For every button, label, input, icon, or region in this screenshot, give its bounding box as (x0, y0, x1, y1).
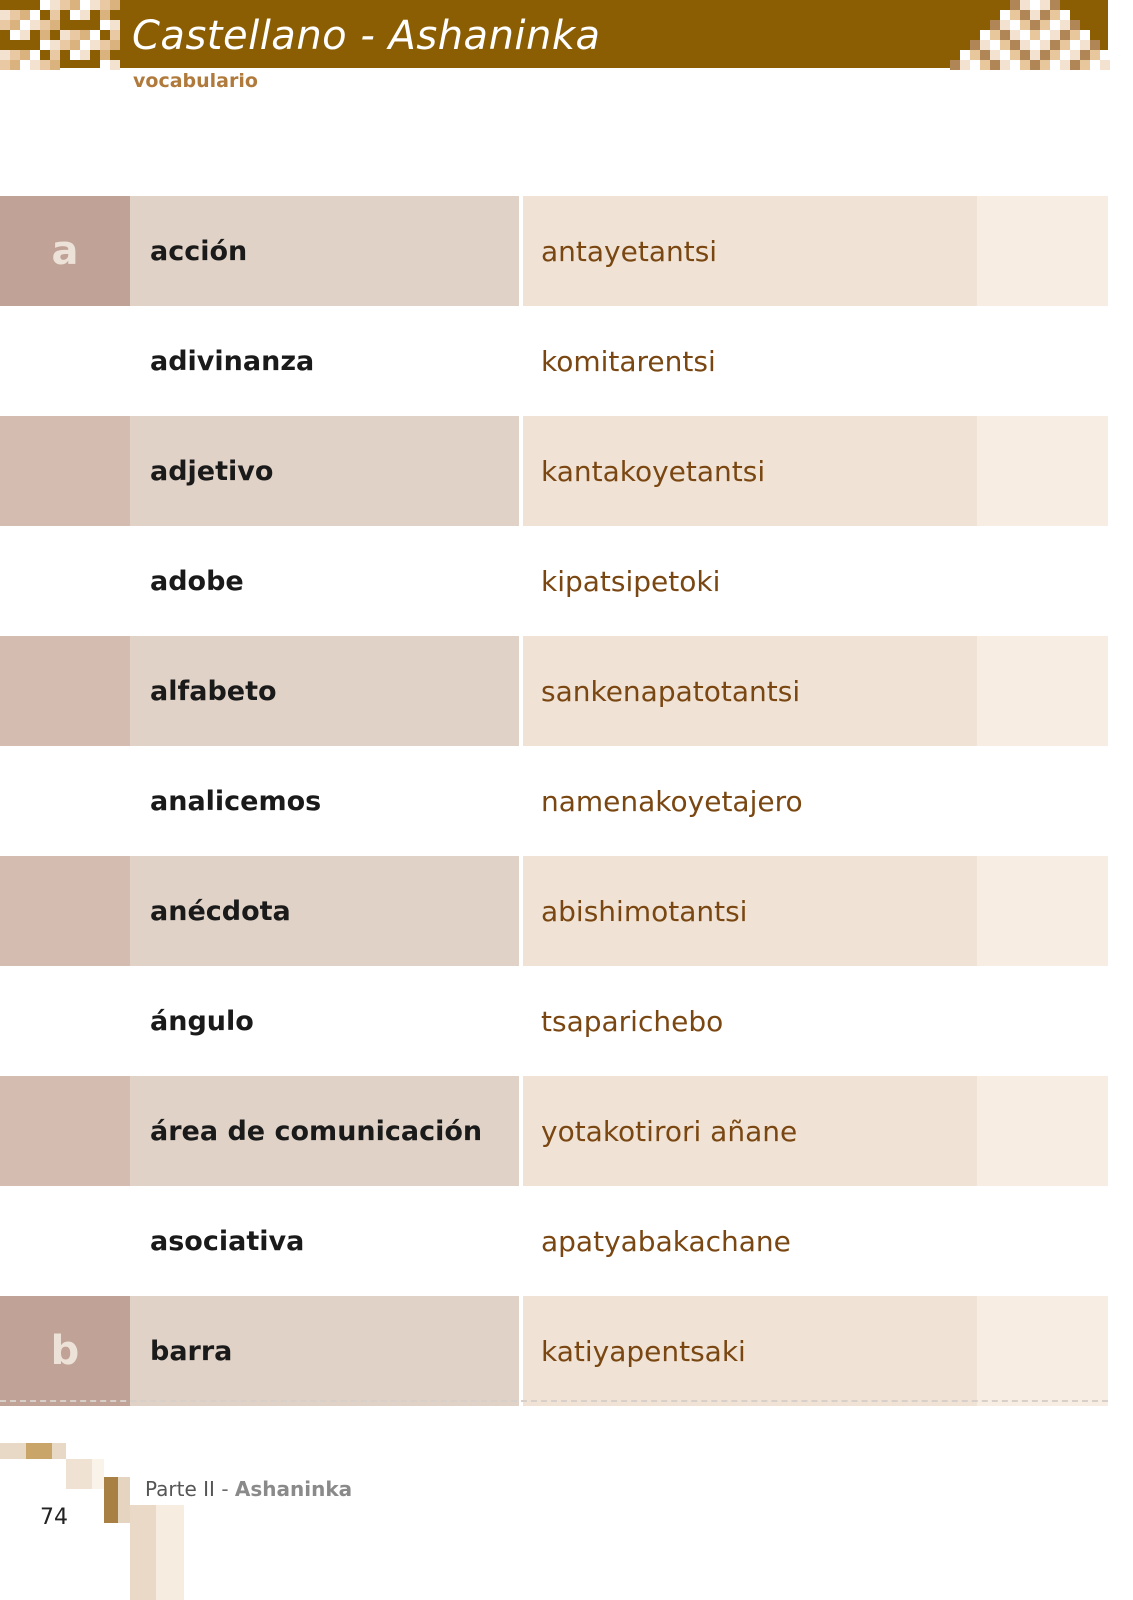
pattern-pixel (40, 0, 50, 10)
pattern-pixel (110, 20, 120, 30)
page-title: Castellano - Ashaninka (132, 13, 601, 59)
footer-block (0, 1443, 26, 1459)
pattern-pixel (1100, 60, 1110, 70)
pattern-pixel (30, 60, 40, 70)
table-row (0, 1296, 1108, 1406)
pattern-pixel (1000, 30, 1010, 40)
footer-language: Ashaninka (234, 1477, 353, 1501)
pattern-pixel (1010, 40, 1020, 50)
pattern-pixel (1060, 20, 1070, 30)
pattern-pixel (60, 30, 70, 40)
spanish-term: adobe (150, 565, 244, 597)
pattern-pixel (990, 20, 1000, 30)
index-letter (0, 746, 130, 856)
footer-part-label (145, 1477, 352, 1501)
pattern-pixel (100, 50, 110, 60)
pattern-pixel (1000, 50, 1010, 60)
row-end-cell (977, 856, 1108, 966)
pattern-pixel (1040, 60, 1050, 70)
ashaninka-term: tsaparichebo (541, 1004, 724, 1038)
pattern-pixel (1060, 50, 1070, 60)
pattern-pixel (50, 50, 60, 60)
spanish-term: área de comunicación (130, 1076, 519, 1186)
pattern-pixel (50, 10, 60, 20)
pattern-pixel (80, 0, 90, 10)
pattern-pixel (1050, 20, 1060, 30)
spanish-term: alfabeto (130, 636, 519, 746)
footer-block (66, 1459, 92, 1489)
pattern-pixel (1020, 40, 1030, 50)
pattern-pixel (1090, 40, 1100, 50)
pattern-pixel (40, 30, 50, 40)
footer-block (26, 1443, 52, 1459)
vocabulary-table (0, 196, 1108, 1406)
pattern-pixel (70, 50, 80, 60)
pattern-pixel (1000, 10, 1010, 20)
pattern-pixel (20, 30, 30, 40)
footer-block (118, 1477, 130, 1523)
pattern-pixel (30, 10, 40, 20)
pattern-pixel (10, 50, 20, 60)
pattern-pixel (970, 40, 980, 50)
footer-part: Parte II (145, 1477, 215, 1501)
pattern-pixel (10, 60, 20, 70)
pattern-pixel (980, 40, 990, 50)
pattern-pixel (1030, 60, 1040, 70)
pattern-pixel (1060, 10, 1070, 20)
ashaninka-term: namenakoyetajero (541, 784, 803, 818)
woven-pattern-left (0, 0, 120, 68)
pattern-pixel (990, 30, 1000, 40)
pattern-pixel (1030, 30, 1040, 40)
spanish-term: anécdota (130, 856, 519, 966)
pattern-pixel (90, 30, 100, 40)
page-number: 74 (40, 1505, 68, 1530)
pattern-pixel (1020, 0, 1030, 10)
footer-block (156, 1505, 184, 1600)
pattern-pixel (100, 40, 110, 50)
table-row (0, 856, 1108, 966)
footer-block (52, 1443, 66, 1459)
pattern-pixel (70, 0, 80, 10)
pattern-pixel (50, 60, 60, 70)
pattern-pixel (20, 50, 30, 60)
table-row (0, 196, 1108, 306)
spanish-term: analicemos (150, 785, 322, 817)
pattern-pixel (1060, 60, 1070, 70)
index-letter (0, 636, 130, 746)
page-subtitle: vocabulario (133, 70, 258, 92)
footer-block (130, 1505, 156, 1600)
pattern-pixel (100, 10, 110, 20)
ashaninka-term: yotakotirori añane (523, 1076, 977, 1186)
row-end-cell (977, 1076, 1108, 1186)
pattern-pixel (1090, 60, 1100, 70)
pattern-pixel (1030, 0, 1040, 10)
table-row (0, 526, 1108, 636)
pattern-pixel (50, 40, 60, 50)
pattern-pixel (1040, 30, 1050, 40)
pattern-pixel (70, 10, 80, 20)
row-end-cell (977, 1186, 1108, 1296)
pattern-pixel (1050, 30, 1060, 40)
pattern-pixel (1050, 60, 1060, 70)
index-letter (0, 856, 130, 966)
ashaninka-term: katiyapentsaki (523, 1296, 977, 1406)
pattern-pixel (0, 60, 10, 70)
pattern-pixel (100, 60, 110, 70)
pattern-pixel (1040, 20, 1050, 30)
pattern-pixel (20, 60, 30, 70)
pattern-pixel (1000, 20, 1010, 30)
pattern-pixel (80, 10, 90, 20)
pattern-pixel (100, 20, 110, 30)
index-letter (0, 416, 130, 526)
spanish-term: adivinanza (150, 345, 315, 377)
row-end-cell (977, 966, 1108, 1076)
pattern-pixel (60, 0, 70, 10)
ashaninka-term: komitarentsi (541, 344, 716, 378)
table-row (0, 746, 1108, 856)
pattern-pixel (1050, 50, 1060, 60)
pattern-pixel (1010, 50, 1020, 60)
pattern-pixel (20, 10, 30, 20)
index-letter (0, 306, 130, 416)
pattern-pixel (1020, 10, 1030, 20)
index-letter (0, 526, 130, 636)
pattern-pixel (1080, 30, 1090, 40)
ashaninka-term: kipatsipetoki (541, 564, 721, 598)
pattern-pixel (110, 60, 120, 70)
pattern-pixel (1010, 10, 1020, 20)
pattern-pixel (980, 50, 990, 60)
pattern-pixel (60, 40, 70, 50)
pattern-pixel (1080, 60, 1090, 70)
pattern-pixel (1030, 50, 1040, 60)
pattern-pixel (0, 50, 10, 60)
pattern-pixel (1100, 50, 1110, 60)
table-row (0, 966, 1108, 1076)
pattern-pixel (970, 60, 980, 70)
ashaninka-term: abishimotantsi (523, 856, 977, 966)
spanish-term: acción (130, 196, 519, 306)
pattern-pixel (90, 40, 100, 50)
index-letter (0, 1076, 130, 1186)
pattern-pixel (1000, 40, 1010, 50)
table-row (0, 1186, 1108, 1296)
pattern-pixel (70, 30, 80, 40)
pattern-pixel (1060, 40, 1070, 50)
index-letter: b (0, 1296, 130, 1406)
pattern-pixel (1050, 40, 1060, 50)
pattern-pixel (1050, 0, 1060, 10)
pattern-pixel (1050, 10, 1060, 20)
spanish-term: ángulo (150, 1005, 254, 1037)
pattern-pixel (80, 30, 90, 40)
spanish-term: barra (130, 1296, 519, 1406)
pattern-pixel (1020, 30, 1030, 40)
row-end-cell (977, 1296, 1108, 1406)
table-row (0, 636, 1108, 746)
pattern-pixel (30, 20, 40, 30)
pattern-pixel (980, 30, 990, 40)
spanish-term: asociativa (150, 1225, 305, 1257)
ashaninka-term: kantakoyetantsi (523, 416, 977, 526)
index-letter (0, 1186, 130, 1296)
pattern-pixel (40, 20, 50, 30)
pattern-pixel (10, 10, 20, 20)
pattern-pixel (0, 20, 10, 30)
table-row (0, 416, 1108, 526)
ashaninka-term: apatyabakachane (541, 1224, 791, 1258)
pattern-pixel (1040, 40, 1050, 50)
row-end-cell (977, 746, 1108, 856)
row-end-cell (977, 196, 1108, 306)
pattern-pixel (30, 50, 40, 60)
pattern-pixel (50, 20, 60, 30)
pattern-pixel (1030, 40, 1040, 50)
pattern-pixel (1010, 30, 1020, 40)
pattern-pixel (1030, 20, 1040, 30)
pattern-pixel (1070, 60, 1080, 70)
pattern-pixel (40, 40, 50, 50)
pattern-pixel (1030, 10, 1040, 20)
row-end-cell (977, 416, 1108, 526)
dashed-divider (0, 1400, 1108, 1402)
pattern-pixel (960, 50, 970, 60)
pattern-pixel (80, 40, 90, 50)
pattern-pixel (1040, 0, 1050, 10)
pattern-pixel (990, 40, 1000, 50)
spanish-term: adjetivo (130, 416, 519, 526)
index-letter: a (0, 196, 130, 306)
table-row (0, 1076, 1108, 1186)
pattern-pixel (960, 60, 970, 70)
pattern-pixel (1060, 30, 1070, 40)
pattern-pixel (0, 10, 10, 20)
index-letter (0, 966, 130, 1076)
pattern-pixel (1070, 30, 1080, 40)
pattern-pixel (110, 30, 120, 40)
woven-pattern-right (950, 0, 1108, 68)
pattern-pixel (1010, 60, 1020, 70)
row-end-cell (977, 636, 1108, 746)
pattern-pixel (980, 60, 990, 70)
pattern-pixel (50, 0, 60, 10)
pattern-pixel (1020, 60, 1030, 70)
pattern-pixel (1080, 50, 1090, 60)
row-end-cell (977, 306, 1108, 416)
pattern-pixel (1070, 20, 1080, 30)
pattern-pixel (1070, 40, 1080, 50)
footer-block (104, 1477, 118, 1523)
row-end-cell (977, 526, 1108, 636)
pattern-pixel (950, 60, 960, 70)
ashaninka-term: sankenapatotantsi (523, 636, 977, 746)
pattern-pixel (80, 50, 90, 60)
footer-separator: - (221, 1477, 229, 1501)
pattern-pixel (40, 60, 50, 70)
pattern-pixel (1020, 20, 1030, 30)
pattern-pixel (20, 20, 30, 30)
pattern-pixel (1070, 50, 1080, 60)
pattern-pixel (1090, 50, 1100, 60)
ashaninka-term: antayetantsi (523, 196, 977, 306)
pattern-pixel (90, 0, 100, 10)
pattern-pixel (110, 40, 120, 50)
table-row (0, 306, 1108, 416)
pattern-pixel (1020, 50, 1030, 60)
pattern-pixel (1080, 40, 1090, 50)
pattern-pixel (990, 60, 1000, 70)
pattern-pixel (970, 50, 980, 60)
pattern-pixel (990, 50, 1000, 60)
footer-block (92, 1459, 104, 1489)
pattern-pixel (70, 40, 80, 50)
pattern-pixel (1000, 60, 1010, 70)
pattern-pixel (1040, 10, 1050, 20)
pattern-pixel (1010, 20, 1020, 30)
pattern-pixel (1040, 50, 1050, 60)
pattern-pixel (10, 30, 20, 40)
pattern-pixel (1010, 0, 1020, 10)
pattern-pixel (10, 20, 20, 30)
pattern-pixel (110, 0, 120, 10)
pattern-pixel (100, 0, 110, 10)
